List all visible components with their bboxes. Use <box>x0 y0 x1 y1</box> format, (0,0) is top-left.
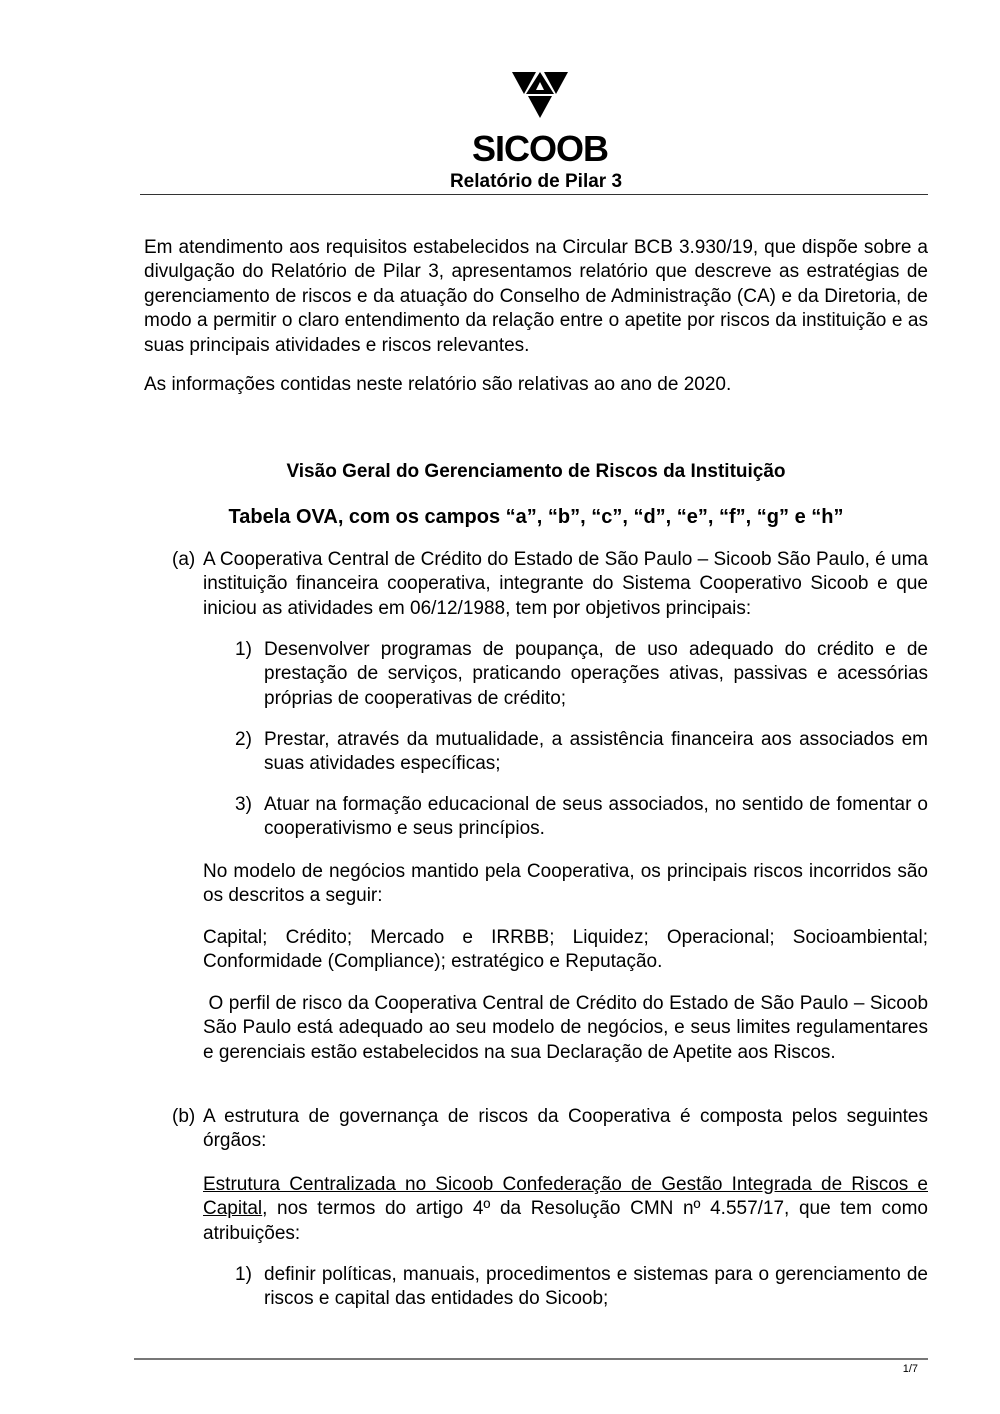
item-b-label: (b) <box>172 1106 196 1127</box>
list-number: 1) <box>235 1264 252 1285</box>
list-number: 3) <box>235 794 252 815</box>
intro-paragraph: Em atendimento aos requisitos estabelecidos na Circular BCB 3.930/19, que dispõe sobre a divulgação do Relatório de Pilar 3, apresentamos relatório que descreve as estratégias de gerenciamento de riscos e da atuação do Conselho de Administração (CA) e da Diretoria, de modo a permitir o claro entendimento da relação entre o apetite por riscos da instituição e as suas principais atividades e riscos relevantes. <box>144 237 928 356</box>
title-rule <box>140 194 928 195</box>
structure-paragraph <box>203 1173 928 1246</box>
risks-intro-paragraph: No modelo de negócios mantido pela Cooperativa, os principais riscos incorridos são os descritos a seguir: <box>203 861 928 907</box>
list-item: Desenvolver programas de poupança, de uso adequado do crédito e de prestação de serviços, praticando operações ativas, passivas e acessórias próprias de cooperativas de crédito; <box>264 639 928 709</box>
structure-underlined-text: Estrutura Centralizada no Sicoob Confederação de Gestão Integrada de Riscos e Capital <box>203 1174 928 1220</box>
list-number: 1) <box>235 639 252 660</box>
item-b-text: A estrutura de governança de riscos da Cooperativa é composta pelos seguintes órgãos: <box>203 1106 928 1152</box>
list-item: Atuar na formação educacional de seus associados, no sentido de fomentar o cooperativismo e seus princípios. <box>264 794 928 840</box>
item-a-text: A Cooperativa Central de Crédito do Estado de São Paulo – Sicoob São Paulo, é uma instituição financeira cooperativa, integrante do Sistema Cooperativo Sicoob e que iniciou as atividades em 06/12/1988, tem por objetivos principais: <box>203 549 928 619</box>
intro-year-paragraph: As informações contidas neste relatório são relativas ao ano de 2020. <box>144 374 732 395</box>
list-item: definir políticas, manuais, procedimentos e sistemas para o gerenciamento de riscos e capital das entidades do Sicoob; <box>264 1264 928 1310</box>
item-a-label: (a) <box>172 549 196 570</box>
structure-text: , nos termos do artigo 4º da Resolução CMN nº 4.557/17, que tem como atribuições: <box>203 1198 928 1244</box>
risks-list-paragraph: Capital; Crédito; Mercado e IRRBB; Liquidez; Operacional; Socioambiental; Conformidade (Compliance); estratégico e Reputação. <box>203 927 928 973</box>
sicoob-logo <box>470 70 610 170</box>
page-number: 1/7 <box>902 1363 918 1375</box>
footer-rule <box>134 1358 928 1360</box>
list-item: Prestar, através da mutualidade, a assistência financeira aos associados em suas atividades específicas; <box>264 729 928 775</box>
list-number: 2) <box>235 729 252 750</box>
sicoob-triangles-icon <box>510 70 570 120</box>
page-title: Relatório de Pilar 3 <box>449 171 623 192</box>
section-heading: Visão Geral do Gerenciamento de Riscos da Instituição <box>286 461 786 482</box>
logo-text: SICOOB <box>471 128 608 170</box>
table-heading: Tabela OVA, com os campos “a”, “b”, “c”, “d”, “e”, “f”, “g” e “h” <box>228 506 844 528</box>
risk-profile-paragraph: O perfil de risco da Cooperativa Central de Crédito do Estado de São Paulo – Sicoob São Paulo está adequado ao seu modelo de negócios, e seus limites regulamentares e gerenciais estão estabelecidos na sua Declaração de Apetite aos Riscos. <box>203 993 934 1063</box>
